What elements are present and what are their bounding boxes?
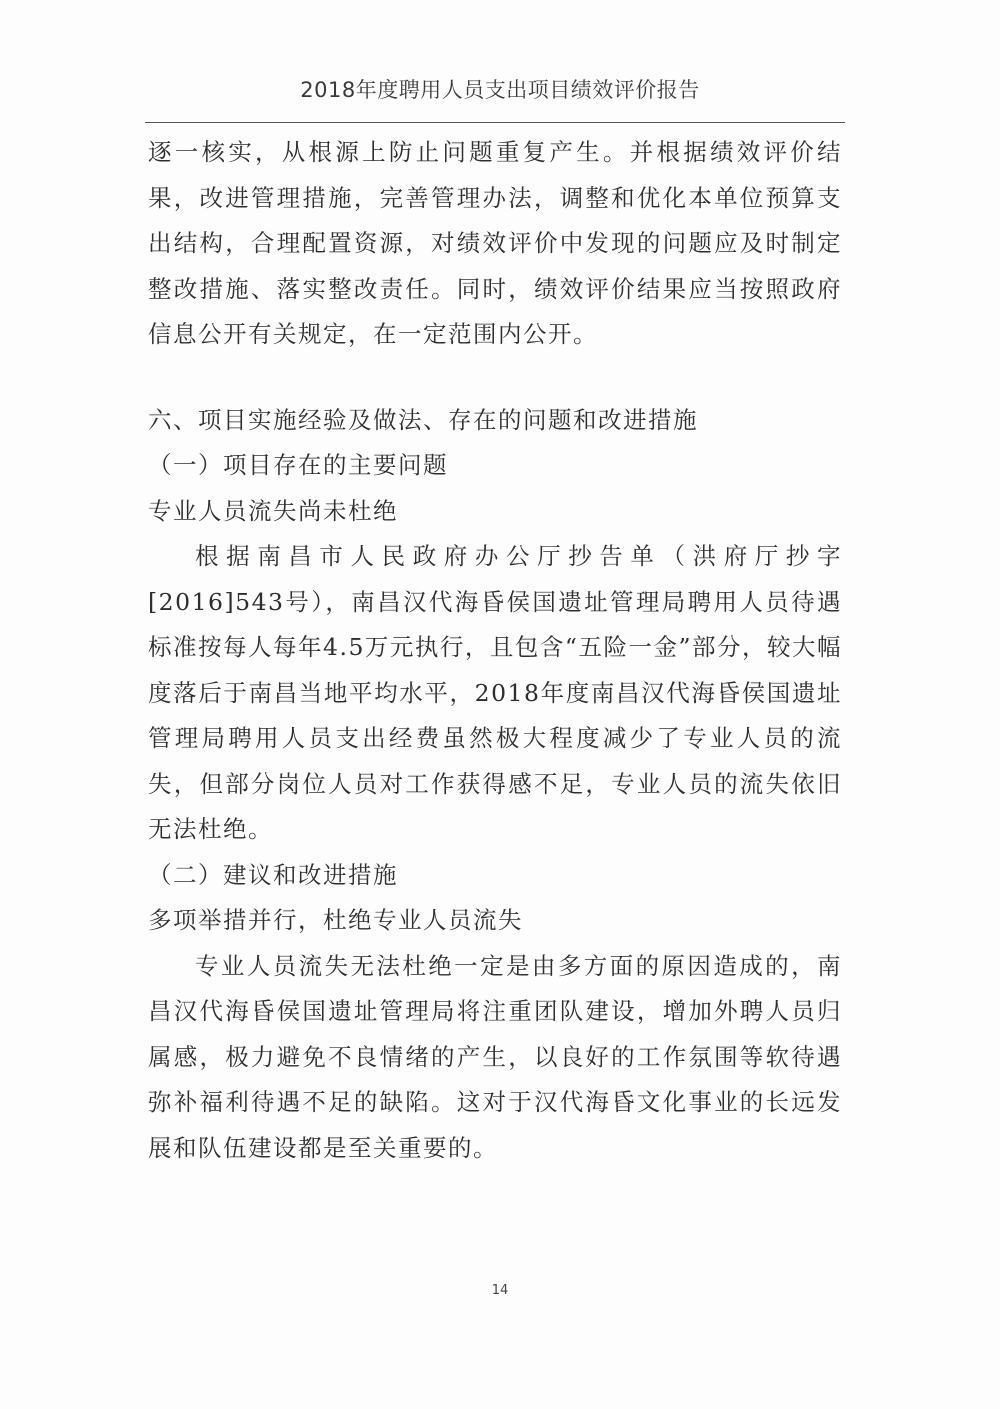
page-header-title: 2018年度聘用人员支出项目绩效评价报告 xyxy=(300,78,700,102)
page-number: 14 xyxy=(491,1283,509,1298)
subsection-1-topic: 专业人员流失尚未杜绝 xyxy=(148,496,398,525)
section-heading: 六、项目实施经验及做法、存在的问题和改进措施 xyxy=(148,405,698,434)
subsection-2-heading: （二）建议和改进措施 xyxy=(148,860,398,889)
subsection-2-paragraph: 专业人员流失无法杜绝一定是由多方面的原因造成的，南昌汉代海昏侯国遗址管理局将注重团队建设，增加外聘人员归属感，极力避免不良情绪的产生，以良好的工作氛围等软待遇弥补福利待遇不足的缺陷。这对于汉代海昏文化事业的长远发展和队伍建设都是至关重要的。 xyxy=(148,951,842,1162)
intro-paragraph: 逐一核实，从根源上防止问题重复产生。并根据绩效评价结果，改进管理措施，完善管理办法，调整和优化本单位预算支出结构，合理配置资源，对绩效评价中发现的问题应及时制定整改措施、落实整改责任。同时，绩效评价结果应当按照政府信息公开有关规定，在一定范围内公开。 xyxy=(148,138,842,348)
subsection-1-paragraph: 根据南昌市人民政府办公厅抄告单（洪府厅抄字[2016]543号），南昌汉代海昏侯国遗址管理局聘用人员待遇标准按每人每年4.5万元执行，且包含“五险一金”部分，较大幅度落后于南昌当地平均水平，2018年度南昌汉代海昏侯国遗址管理局聘用人员支出经费虽然极大程度减少了专业人员的流失，但部分岗位人员对工作获得感不足，专业人员的流失依旧无法杜绝。 xyxy=(148,542,842,843)
subsection-1-heading: （一）项目存在的主要问题 xyxy=(148,451,448,479)
subsection-2-topic: 多项举措并行，杜绝专业人员流失 xyxy=(148,906,523,934)
document-body xyxy=(148,130,842,1171)
header-divider xyxy=(145,122,845,123)
